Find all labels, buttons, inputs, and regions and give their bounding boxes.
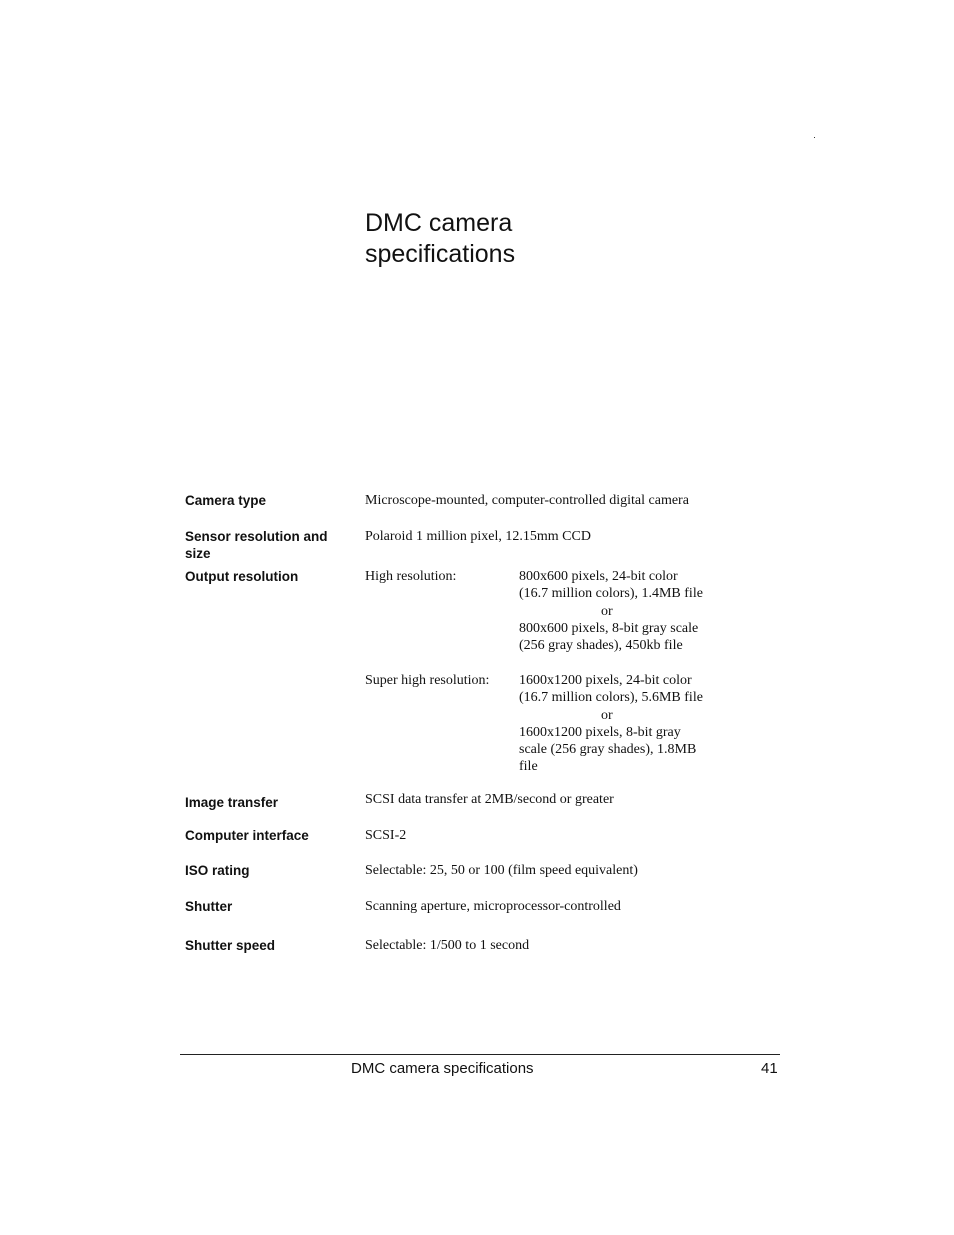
output-high-line3: 800x600 pixels, 8-bit gray scale: [519, 620, 699, 636]
spec-label-camera-type: Camera type: [185, 493, 267, 508]
output-high-details: [519, 568, 719, 654]
output-super-line5: file: [519, 759, 538, 775]
spec-value-camera-type: Microscope-mounted, computer-controlled digital camera: [365, 493, 689, 508]
output-super-line2: (16.7 million colors), 5.6MB file: [519, 690, 703, 706]
output-high-line2: (16.7 million colors), 1.4MB file: [519, 586, 703, 602]
spec-value-computer-interface: SCSI-2: [365, 828, 407, 843]
output-mode-high: High resolution:: [365, 569, 457, 584]
output-super-line1: 1600x1200 pixels, 24-bit color: [519, 673, 692, 688]
spec-label-image-transfer: Image transfer: [185, 795, 279, 810]
speck-mark: [814, 137, 815, 138]
page-title: [365, 208, 515, 270]
footer-title: DMC camera specifications: [351, 1060, 534, 1077]
output-high-line4: (256 gray shades), 450kb file: [519, 638, 683, 654]
spec-label-iso-rating: ISO rating: [185, 863, 250, 878]
spec-value-sensor: Polaroid 1 million pixel, 12.15mm CCD: [365, 529, 591, 544]
output-high-line1: 800x600 pixels, 24-bit color: [519, 569, 678, 584]
spec-label-computer-interface: Computer interface: [185, 828, 309, 843]
spec-label-shutter-speed: Shutter speed: [185, 938, 276, 953]
page-title-line2: specifications: [365, 240, 516, 268]
spec-value-shutter-speed: Selectable: 1/500 to 1 second: [365, 938, 530, 953]
spec-value-shutter: Scanning aperture, microprocessor-controlled: [365, 899, 621, 914]
spec-value-iso-rating: Selectable: 25, 50 or 100 (film speed equivalent): [365, 863, 638, 878]
output-super-line3: 1600x1200 pixels, 8-bit gray: [519, 724, 681, 740]
output-high-or: or: [601, 603, 613, 619]
page-title-line1: DMC camera: [365, 209, 513, 237]
footer-rule: [180, 1054, 780, 1055]
output-super-line4: scale (256 gray shades), 1.8MB: [519, 742, 697, 758]
page-number: 41: [761, 1060, 778, 1077]
spec-label-shutter: Shutter: [185, 899, 233, 914]
output-super-details: [519, 672, 719, 776]
spec-label-output-resolution: Output resolution: [185, 569, 299, 584]
spec-value-image-transfer: SCSI data transfer at 2MB/second or greater: [365, 792, 614, 807]
output-mode-super: Super high resolution:: [365, 673, 490, 688]
output-super-or: or: [601, 707, 613, 723]
spec-label-sensor: Sensor resolution and size: [185, 529, 328, 561]
